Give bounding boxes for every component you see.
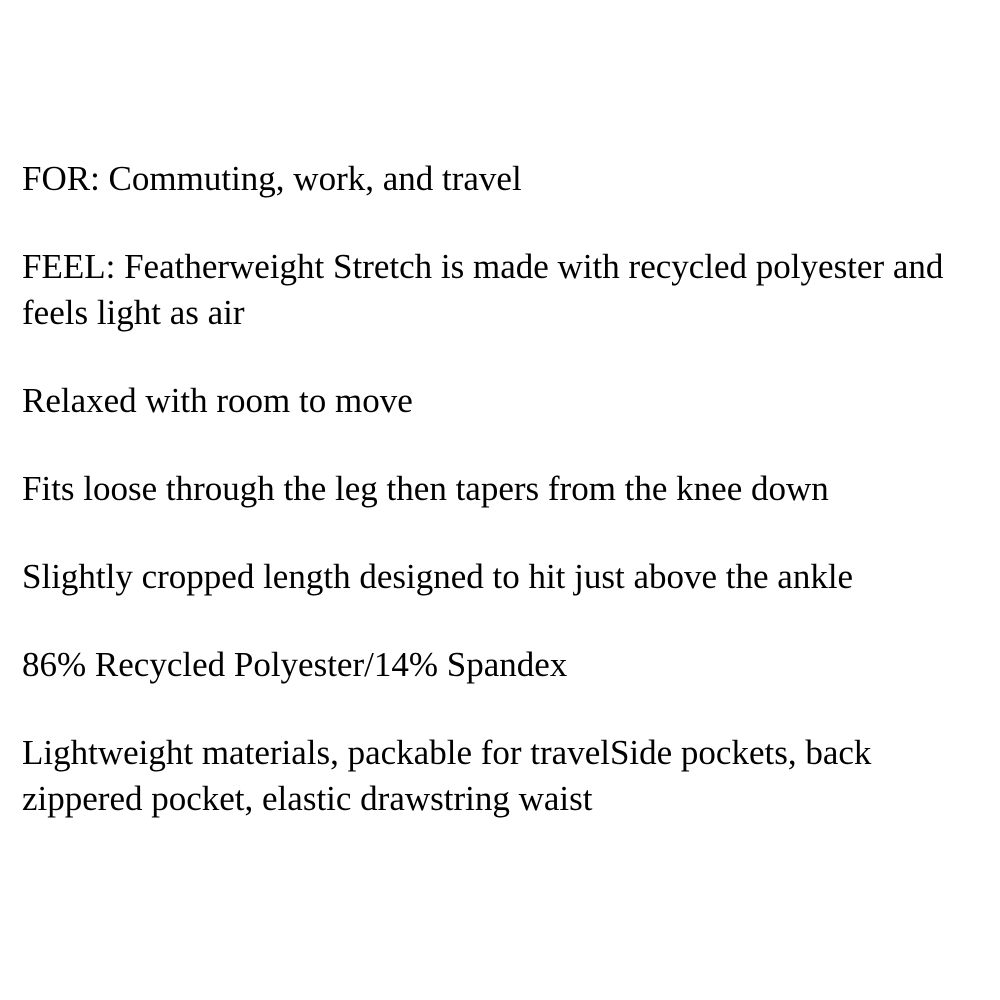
product-description	[22, 156, 992, 864]
paragraph-features: Lightweight materials, packable for travelSide pockets, back zippered pocket, elastic drawstring waist	[22, 733, 872, 818]
paragraph-fit: Relaxed with room to move	[22, 381, 413, 420]
paragraph-feel: FEEL: Featherweight Stretch is made with recycled polyester and feels light as air	[22, 247, 944, 332]
paragraph-leg: Fits loose through the leg then tapers from the knee down	[22, 469, 829, 508]
paragraph-material: 86% Recycled Polyester/14% Spandex	[22, 645, 568, 684]
paragraph-length: Slightly cropped length designed to hit just above the ankle	[22, 557, 854, 596]
paragraph-for: FOR: Commuting, work, and travel	[22, 159, 522, 198]
